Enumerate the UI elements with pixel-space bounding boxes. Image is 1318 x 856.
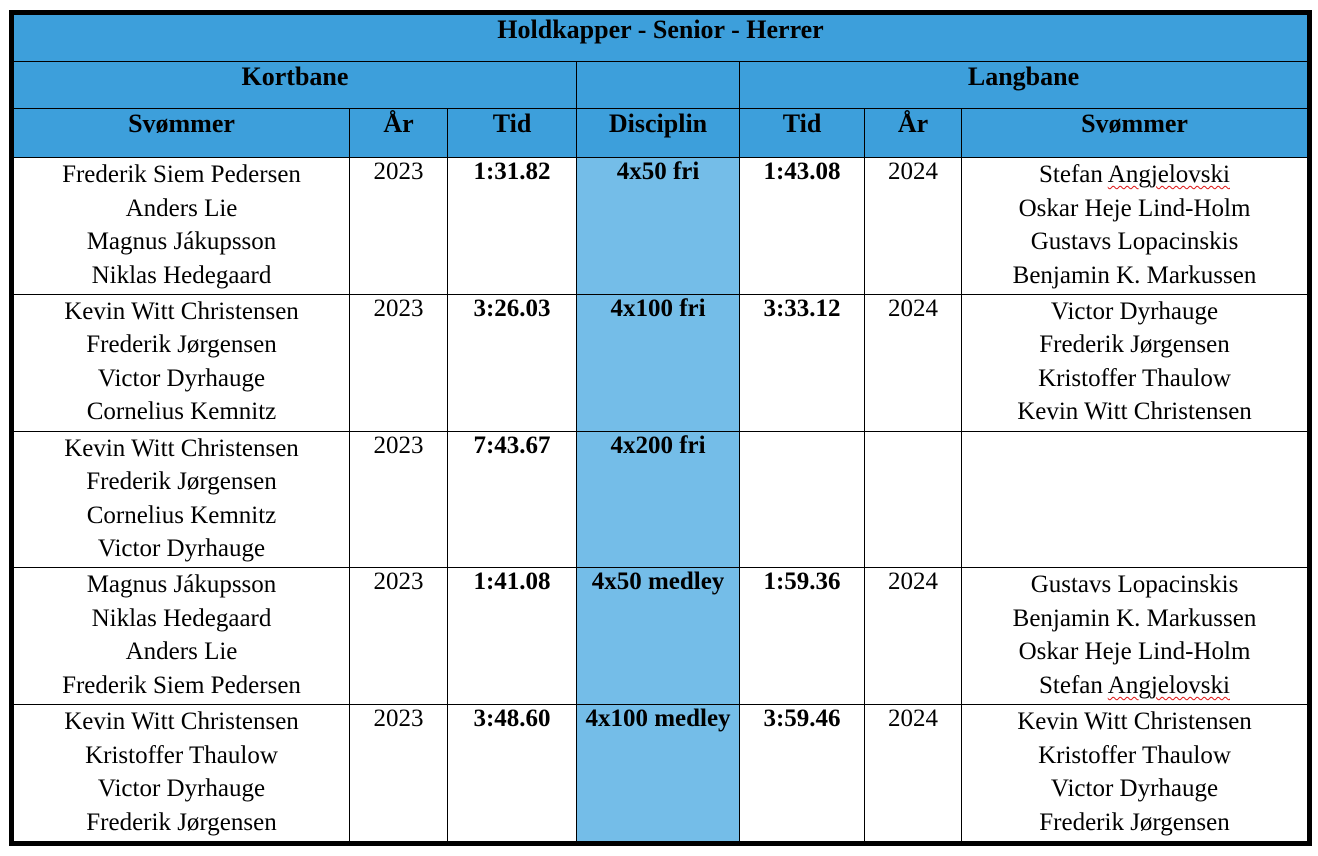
swimmer-name: Victor Dyrhauge: [97, 775, 266, 803]
long-course-time: 3:59.46: [740, 705, 865, 844]
short-course-swimmers: [12, 294, 350, 431]
short-course-swimmers: [12, 705, 350, 844]
table-row: [12, 294, 1310, 431]
spellcheck-underline: Angjelovski: [1107, 161, 1230, 188]
swimmer-name: Kevin Witt Christensen: [64, 297, 299, 325]
short-course-time: 3:26.03: [448, 294, 577, 431]
short-course-year: 2023: [350, 705, 448, 844]
header-long-time: Tid: [740, 109, 865, 158]
swimmer-name: Oskar Heje Lind-Holm: [1018, 638, 1251, 666]
swimmer-name: Kevin Witt Christensen: [64, 708, 299, 736]
short-course-time: 1:31.82: [448, 158, 577, 295]
section-middle: [577, 62, 740, 109]
swimmer-name: Kevin Witt Christensen: [64, 434, 299, 462]
swimmer-name: Frederik Jørgensen: [86, 468, 277, 496]
swimmer-name: Magnus Jákupsson: [86, 571, 277, 599]
short-course-time: 1:41.08: [448, 568, 577, 705]
swimmer-name: Stefan Angjelovski: [1039, 161, 1230, 188]
swimmer-name: Gustavs Lopacinskis: [1030, 228, 1239, 255]
table-row: [12, 705, 1310, 844]
swimmer-name: Frederik Siem Pedersen: [62, 161, 301, 188]
swimmer-name: Benjamin K. Markussen: [1012, 604, 1257, 632]
long-course-time: 1:43.08: [740, 158, 865, 295]
section-short-course: Kortbane: [12, 62, 577, 109]
swimmer-name: Cornelius Kemnitz: [86, 501, 277, 529]
column-header-row: [12, 109, 1310, 158]
swimmer-name: Frederik Siem Pedersen: [62, 671, 301, 699]
long-course-year: 2024: [865, 158, 962, 295]
discipline-cell: 4x50 fri: [577, 158, 740, 295]
table-row: [12, 568, 1310, 705]
long-course-year: [865, 431, 962, 568]
swimmer-name: Kevin Witt Christensen: [1017, 398, 1252, 426]
table-title: Holdkapper - Senior - Herrer: [12, 13, 1310, 62]
header-short-swimmer: Svømmer: [12, 109, 350, 158]
discipline-cell: 4x100 medley: [577, 705, 740, 844]
swimmer-name: Kevin Witt Christensen: [1017, 708, 1252, 736]
swimmer-name: Benjamin K. Markussen: [1012, 261, 1257, 289]
long-course-time: [740, 431, 865, 568]
discipline-cell: 4x200 fri: [577, 431, 740, 568]
swimmer-name: Frederik Jørgensen: [1039, 808, 1230, 836]
swimmer-name: Gustavs Lopacinskis: [1030, 571, 1239, 599]
long-course-swimmers: [962, 431, 1310, 568]
swimmer-name: Anders Lie: [125, 194, 238, 222]
swimmer-name: Victor Dyrhauge: [97, 535, 266, 563]
swimmer-name: Magnus Jákupsson: [86, 228, 277, 255]
header-long-year: År: [865, 109, 962, 158]
title-row: [12, 13, 1310, 62]
long-course-year: 2024: [865, 568, 962, 705]
records-body: [12, 158, 1310, 844]
header-long-swimmer: Svømmer: [962, 109, 1310, 158]
long-course-year: 2024: [865, 294, 962, 431]
swimmer-name: Frederik Jørgensen: [86, 808, 277, 836]
swimmer-name: Victor Dyrhauge: [1050, 297, 1219, 325]
spellcheck-underline: Angjelovski: [1107, 671, 1230, 699]
short-course-time: 7:43.67: [448, 431, 577, 568]
short-course-swimmers: [12, 431, 350, 568]
short-course-year: 2023: [350, 294, 448, 431]
discipline-cell: 4x100 fri: [577, 294, 740, 431]
short-course-swimmers: [12, 158, 350, 295]
swimmer-name: Stefan Angjelovski: [1039, 671, 1230, 699]
header-short-year: År: [350, 109, 448, 158]
long-course-swimmers: [962, 568, 1310, 705]
swimmer-name: Victor Dyrhauge: [1050, 775, 1219, 803]
section-row: [12, 62, 1310, 109]
swimmer-name: Frederik Jørgensen: [1039, 331, 1230, 359]
swimmer-name: Niklas Hedegaard: [91, 261, 272, 289]
long-course-time: 1:59.36: [740, 568, 865, 705]
short-course-swimmers: [12, 568, 350, 705]
short-course-time: 3:48.60: [448, 705, 577, 844]
section-long-course: Langbane: [740, 62, 1310, 109]
long-course-year: 2024: [865, 705, 962, 844]
short-course-year: 2023: [350, 568, 448, 705]
header-short-time: Tid: [448, 109, 577, 158]
short-course-year: 2023: [350, 158, 448, 295]
swimmer-name: Frederik Jørgensen: [86, 331, 277, 359]
swimmer-name: Victor Dyrhauge: [97, 364, 266, 392]
long-course-swimmers: [962, 705, 1310, 844]
table-row: [12, 158, 1310, 295]
header-discipline: Disciplin: [577, 109, 740, 158]
swimmer-name: Niklas Hedegaard: [91, 604, 272, 632]
long-course-swimmers: [962, 294, 1310, 431]
short-course-year: 2023: [350, 431, 448, 568]
swimmer-name: Kristoffer Thaulow: [1038, 364, 1231, 392]
table-row: [12, 431, 1310, 568]
discipline-cell: 4x50 medley: [577, 568, 740, 705]
long-course-swimmers: [962, 158, 1310, 295]
long-course-time: 3:33.12: [740, 294, 865, 431]
records-table: [9, 10, 1312, 846]
swimmer-name: Oskar Heje Lind-Holm: [1018, 194, 1251, 222]
swimmer-name: Kristoffer Thaulow: [85, 741, 278, 769]
swimmer-name: Cornelius Kemnitz: [86, 398, 277, 426]
swimmer-name: Kristoffer Thaulow: [1038, 741, 1231, 769]
swimmer-name: Anders Lie: [125, 638, 238, 666]
